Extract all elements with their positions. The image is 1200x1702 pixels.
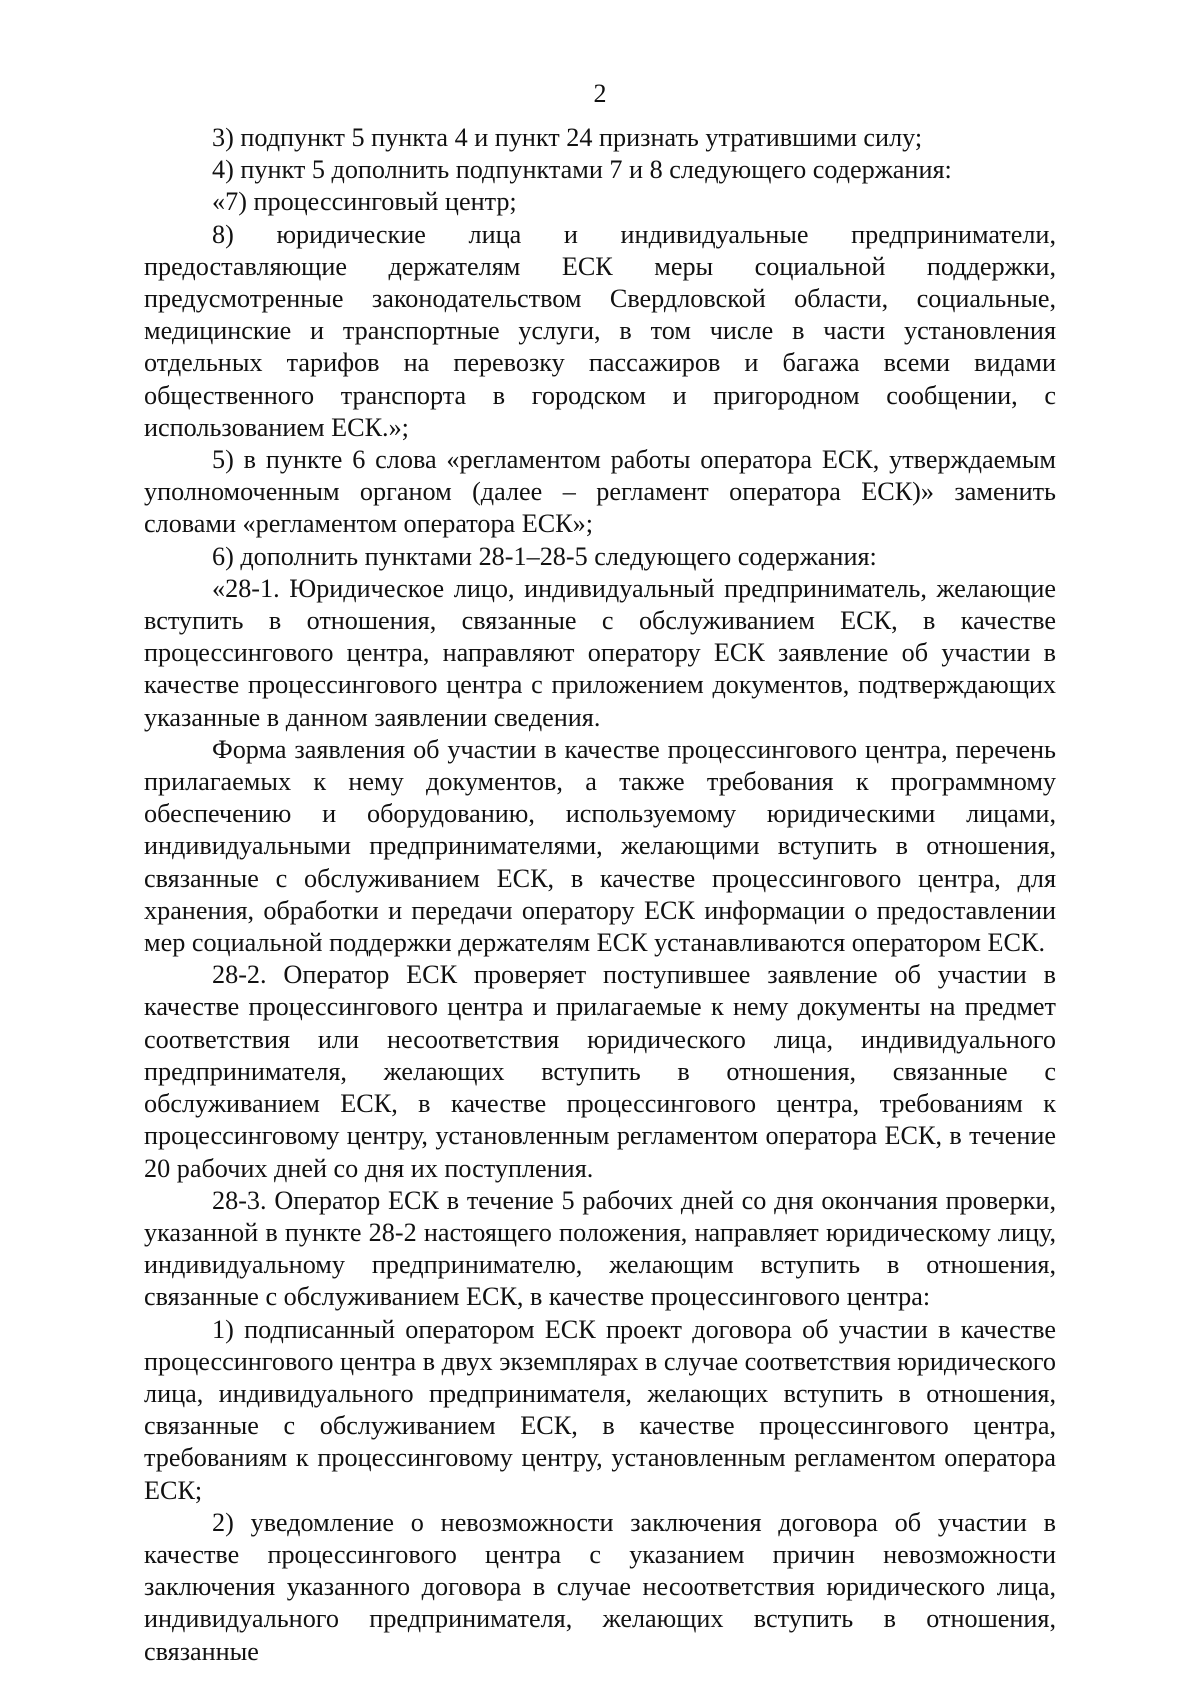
paragraph-subitem-8: 8) юридические лица и индивидуальные предприниматели, предоставляющие держателям ЕСК меры социальной поддержки, предусмотренные законодательством Свердловской области, социальные, медицинские и транспортные услуги, в том числе в части установления отдельных тарифов на перевозку пассажиров и багажа всеми видами общественного транспорта в городском и пригородном сообщении, с использованием ЕСК.»; <box>144 219 1056 442</box>
paragraph-clause-28-3-subitem-2: 2) уведомление о невозможности заключения договора об участии в качестве процессингового центра с указанием причин невозможности заключения указанного договора в случае несоответствия юридического лица, индивидуального предпринимателя, желающих вступить в отношения, связанные <box>144 1507 1056 1666</box>
paragraph-subitem-7: «7) процессинговый центр; <box>212 187 517 217</box>
paragraph-item-3: 3) подпункт 5 пункта 4 и пункт 24 признать утратившими силу; <box>212 123 923 152</box>
paragraph-clause-28-3-subitem-1: 1) подписанный оператором ЕСК проект договора об участии в качестве процессингового центра в двух экземплярах в случае соответствия юридического лица, индивидуального предпринимателя, желающих вступить в отношения, связанные с обслуживанием ЕСК, в качестве процессингового центра, требованиям к процессинговому центру, установленным регламентом оператора ЕСК; <box>144 1314 1056 1505</box>
paragraph-clause-28-1-form: Форма заявления об участии в качестве процессингового центра, перечень прилагаемых к нему документов, а также требования к программному обеспечению и оборудованию, используемому юридическими лицами, индивидуальными предпринимателями, желающими вступить в отношения, связанные с обслуживанием ЕСК, в качестве процессингового центра, для хранения, обработки и передачи оператору ЕСК информации о предоставлении мер социальной поддержки держателям ЕСК устанавливаются оператором ЕСК. <box>144 734 1056 958</box>
paragraph-clause-28-3: 28-3. Оператор ЕСК в течение 5 рабочих дней со дня окончания проверки, указанной в пункте 28-2 настоящего положения, направляет юридическому лицу, индивидуальному предпринимателю, желающим вступить в отношения, связанные с обслуживанием ЕСК, в качестве процессингового центра: <box>144 1185 1056 1312</box>
document-body <box>144 122 1056 1668</box>
paragraph-clause-28-1: «28-1. Юридическое лицо, индивидуальный предприниматель, желающие вступить в отношения, связанные с обслуживанием ЕСК, в качестве процессингового центра, направляют оператору ЕСК заявление об участии в качестве процессингового центра с приложением документов, подтверждающих указанные в данном заявлении сведения. <box>144 573 1056 732</box>
page-number: 2 <box>593 79 607 108</box>
paragraph-item-4: 4) пункт 5 дополнить подпунктами 7 и 8 следующего содержания: <box>212 155 952 185</box>
paragraph-item-5: 5) в пункте 6 слова «регламентом работы оператора ЕСК, утверждаемым уполномоченным органом (далее – регламент оператора ЕСК)» заменить словами «регламентом оператора ЕСК»; <box>144 445 1056 539</box>
paragraph-item-6: 6) дополнить пунктами 28-1–28-5 следующего содержания: <box>212 541 877 571</box>
paragraph-clause-28-2: 28-2. Оператор ЕСК проверяет поступившее заявление об участии в качестве процессингового центра и прилагаемые к нему документы на предмет соответствия или несоответствия юридического лица, индивидуального предпринимателя, желающих вступить в отношения, связанные с обслуживанием ЕСК, в качестве процессингового центра, требованиям к процессинговому центру, установленным регламентом оператора ЕСК, в течение 20 рабочих дней со дня их поступления. <box>144 960 1056 1183</box>
